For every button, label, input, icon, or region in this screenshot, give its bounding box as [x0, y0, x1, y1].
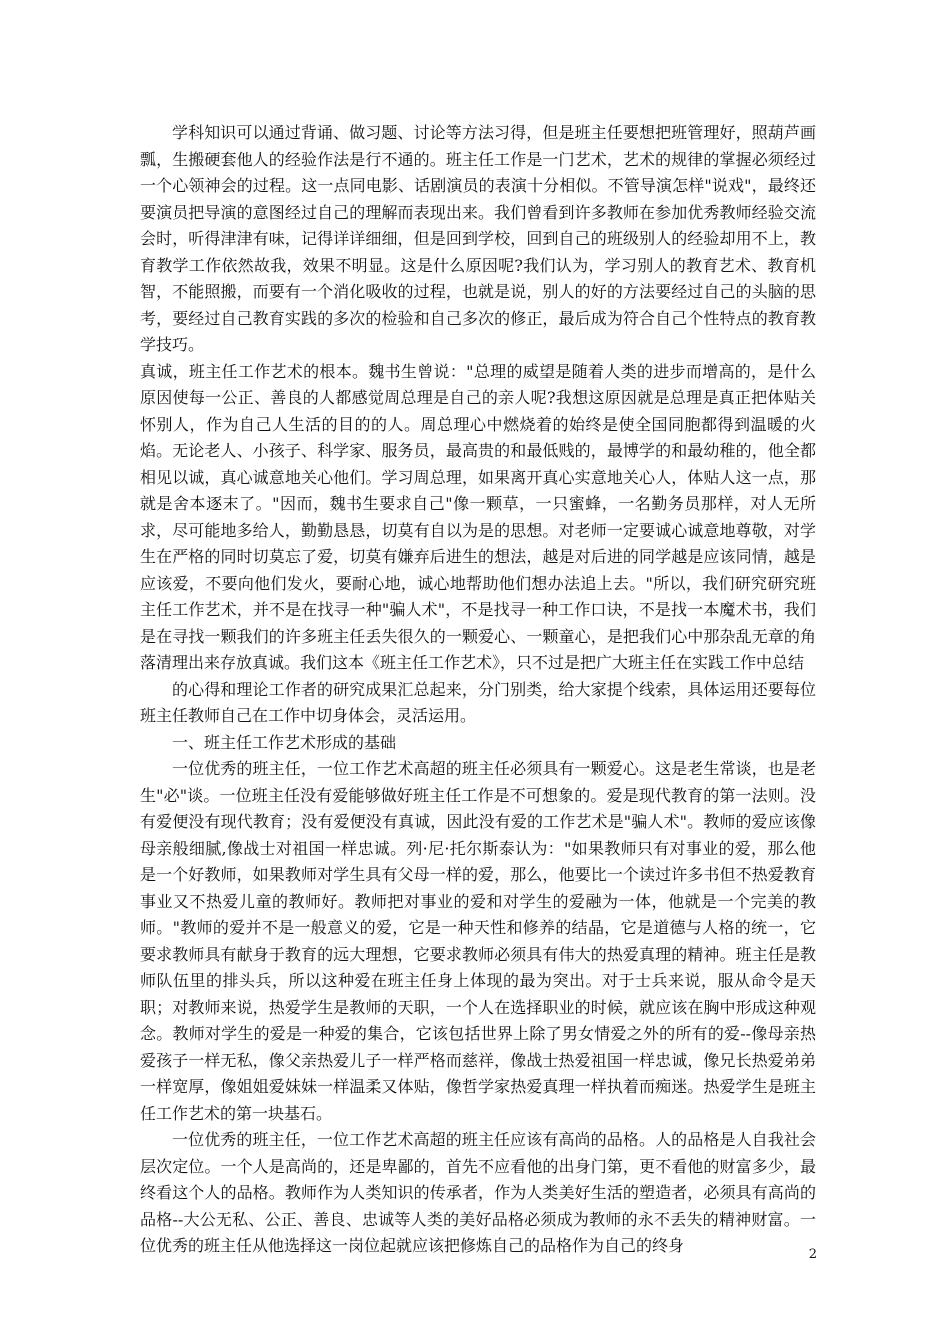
page-number: 2	[808, 1247, 817, 1262]
paragraph-4: 一位优秀的班主任，一位工作艺术高超的班主任必须具有一颗爱心。这是老生常谈，也是老生"必"谈。一位班主任没有爱能够做好班主任工作是不可想象的。爱是现代教育的第一法则。没有爱便没有现代教育；没有爱便没有真诚，因此没有爱的工作艺术是"骗人术"。教师的爱应该像母亲般细腻,像战士对祖国一样忠诚。列·尼·托尔斯泰认为："如果教师只有对事业的爱，那么他是一个好教师，如果教师对学生具有父母一样的爱，那么，他要比一个读过许多书但不热爱教育事业又不热爱儿童的教师好。教师把对事业的爱和对学生的爱融为一体，他就是一个完美的教师。"教师的爱并不是一般意义的爱，它是一种天性和修养的结晶，它是道德与人格的统一，它要求教师具有献身于教育的远大理想，它要求教师必须具有伟大的热爱真理的精神。班主任是教师队伍里的排头兵，所以这种爱在班主任身上体现的最为突出。对于士兵来说，服从命令是天职；对教师来说，热爱学生是教师的天职，一个人在选择职业的时候，就应该在胸中形成这种观念。教师对学生的爱是一种爱的集合，它该包括世界上除了男女情爱之外的所有的爱--像母亲热爱孩子一样无私，像父亲热爱儿子一样严格而慈祥，像战士热爱祖国一样忠诚，像兄长热爱弟弟一样宽厚，像姐姐爱妹妹一样温柔又体贴，像哲学家热爱真理一样执着而痴迷。热爱学生是班主任工作艺术的第一块基石。	[140, 759, 816, 1123]
paragraph-1: 学科知识可以通过背诵、做习题、讨论等方法习得，但是班主任要想把班管理好，照葫芦画瓢，生搬硬套他人的经验作法是行不通的。班主任工作是一门艺术，艺术的规律的掌握必须经过一个心领神会的过程。这一点同电影、话剧演员的表演十分相似。不管导演怎样"说戏"，最终还要演员把导演的意图经过自己的理解而表现出来。我们曾看到许多教师在参加优秀教师经验交流会时，听得津津有味，记得详详细细，但是回到学校，回到自己的班级别人的经验却用不上，教育教学工作依然故我，效果不明显。这是什么原因呢?我们认为，学习别人的教育艺术、教育机智，不能照搬，而要有一个消化吸收的过程，也就是说，别人的好的方法要经过自己的头脑的思考，要经过自己教育实践的多次的检验和自己多次的修正，最后成为符合自己个性特点的教育教学技巧。	[140, 123, 816, 354]
section-heading: 一、班主任工作艺术形成的基础	[172, 732, 397, 752]
document-body	[140, 120, 816, 1260]
paragraph-5: 一位优秀的班主任，一位工作艺术高超的班主任应该有高尚的品格。人的品格是人自我社会层次定位。一个人是高尚的，还是卑鄙的，首先不应看他的出身门第，更不看他的财富多少，最终看这个人的品格。教师作为人类知识的传承者，作为人类美好生活的塑造者，必须具有高尚的品格--大公无私、公正、善良、忠诚等人类的美好品格必须成为教师的永不丢失的精神财富。一位优秀的班主任从他选择这一岗位起就应该把修炼自己的品格作为自己的终身	[140, 1130, 816, 1255]
paragraph-3: 的心得和理论工作者的研究成果汇总起来，分门别类，给大家提个线索，具体运用还要每位班主任教师自己在工作中切身体会，灵活运用。	[140, 679, 816, 725]
paragraph-2: 真诚，班主任工作艺术的根本。魏书生曾说："总理的威望是随着人类的进步而增高的，是什么原因使每一公正、善良的人都感觉周总理是自己的亲人呢?我想这原因就是总理是真正把体贴关怀别人，作为自己人生活的目的的人。周总理心中燃烧着的始终是使全国同胞都得到温暖的火焰。无论老人、小孩子、科学家、服务员，最高贵的和最低贱的，最博学的和最幼稚的，他全都相见以诚，真心诚意地关心他们。学习周总理，如果离开真心实意地关心人，体贴人这一点，那就是舍本逐末了。"因而，魏书生要求自己"像一颗草，一只蜜蜂，一名勤务员那样，对人无所求，尽可能地多给人，勤勤恳恳，切莫有自以为是的思想。对老师一定要诚心诚意地尊敬，对学生在严格的同时切莫忘了爱，切莫有嫌弃后进生的想法，越是对后进的同学越是应该同情，越是应该爱，不要向他们发火，要耐心地，诚心地帮助他们想办法追上去。"所以，我们研究研究班主任工作艺术，并不是在找寻一种"骗人术"，不是找寻一种工作口诀，不是找一本魔术书，我们是在寻找一颗我们的许多班主任丢失很久的一颗爱心、一颗童心，是把我们心中那杂乱无章的角落清理出来存放真诚。我们这本《班主任工作艺术》，只不过是把广大班主任在实践工作中总结	[140, 361, 816, 672]
